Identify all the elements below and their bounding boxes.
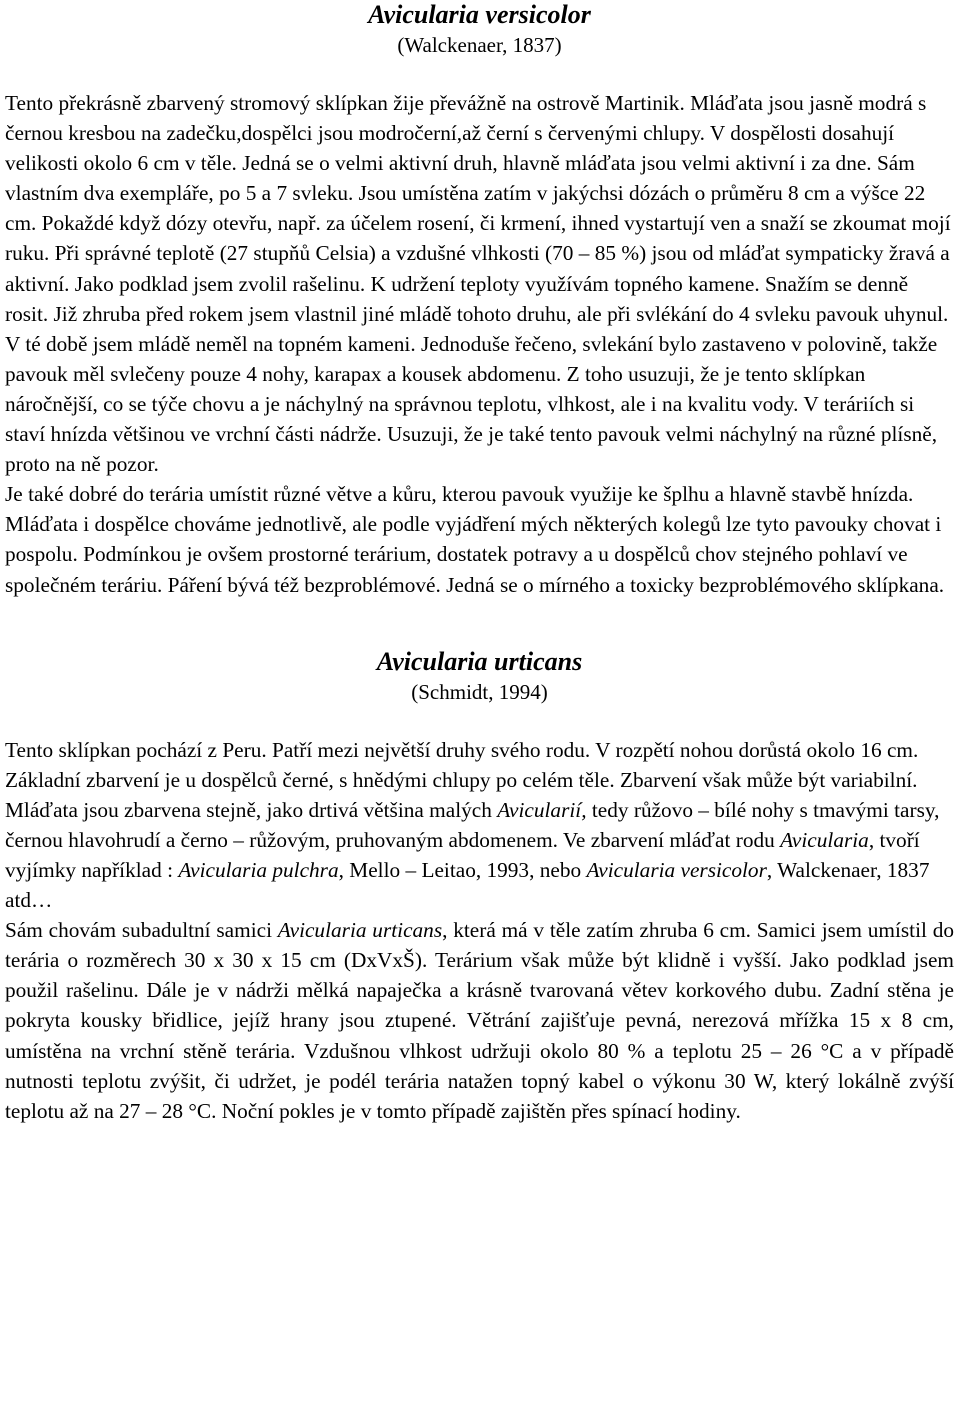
species-name: Avicularia pulchra xyxy=(178,857,339,882)
paragraph xyxy=(5,735,954,916)
species-name: Avicularií, xyxy=(497,797,587,822)
text-run: , Walckenaer, 1837 atd… xyxy=(5,857,930,913)
text-run: Tento sklípkan pochází z Peru. Patří mezi největší druhy svého rodu. V rozpětí nohou dorůstá okolo 16 cm. Základní zbarvení je u dospělců černé, s hnědými chlupy po celém těle. Zbarvení však může být variabilní. Mláďata jsou zbarvena stejně, jako drtivá většina malých xyxy=(5,737,919,822)
text-run: , Mello – Leitao, 1993, nebo xyxy=(338,857,587,882)
section-avicularia-urticans xyxy=(5,647,954,1126)
text-run: tedy růžovo – bílé nohy s tmavými tarsy, černou hlavohrudí a černo – růžovým, pruhovaným abdomenem. Ve zbarvení mláďat rodu xyxy=(5,797,940,852)
species-name: Avicularia versicolor xyxy=(586,857,767,882)
section-gap xyxy=(5,600,954,647)
text-run: , tvoří vyjímky například : xyxy=(5,827,920,882)
section-avicularia-versicolor xyxy=(5,0,954,600)
section-subtitle: (Schmidt, 1994) xyxy=(411,679,548,704)
paragraph: Mláďata i dospělce chováme jednotlivě, ale podle vyjádření mých některých kolegů lze tyto pavouky chovat i pospolu. Podmínkou je ovšem prostorné terárium, dostatek potravy a u dospělců chov stejného pohlaví ve společném teráriu. Páření bývá též bezproblémové. Jedná se o mírného a toxicky bezproblémového sklípkana. xyxy=(5,512,945,597)
section-subtitle: (Walckenaer, 1837) xyxy=(397,33,562,57)
section-title: Avicularia urticans xyxy=(376,646,583,676)
species-name: Avicularia urticans xyxy=(277,918,443,943)
text-run: , která má v těle zatím zhruba 6 cm. Samici jsem umístil do terária o rozměrech 30 x 30 x 15 cm (DxVxŠ). Terárium však může být klidně i vyšší. Jako podklad jsem použil rašelinu. Dále je v nádrži mělká napaječka a krásně tvarovaná větev korkového dubu. Zadní stěna je pokryta kousky břidlice, jejíž hrany jsou ztupené. Větrání zajišťuje pevná, nerezová mřížka 15 x 8 cm, umístěna na vrchní stěně terária. Vzdušnou vlhkost udržuji okolo 80 % a teplotu 25 – 26 °C a v případě nutnosti teplotu zvýšit, či udržet, je podél terária natažen topný kabel o výkonu 30 W, který lokálně zvýší teplotu až na 27 – 28 °C. Noční pokles je v tomto případě zajištěn přes spínací hodiny. xyxy=(5,918,954,1123)
paragraph: Tento překrásně zbarvený stromový sklípkan žije převážně na ostrově Martinik. Mláďata jsou jasně modrá s černou kresbou na zadečku,dospělci jsou modročerní,až černí s červenými chlupy. V dospělosti dosahují velikosti okolo 6 cm v těle. Jedná se o velmi aktivní druh, hlavně mláďata jsou velmi aktivní i za dne. Sám vlastním dva exempláře, po 5 a 7 svleku. Jsou umístěna zatím v jakýchsi dózách o průměru 8 cm a výšce 22 cm. Pokaždé když dózy otevřu, např. za účelem rosení, či krmení, ihned vystartují ven a snaží se zkoumat mojí ruku. Při správné teplotě (27 stupňů Celsia) a vzdušné vlhkosti (70 – 85 %) jsou od mláďat sympaticky žravá a aktivní. Jako podklad jsem zvolil rašelinu. K udržení teploty využívám topného kamene. Snažím se denně rosit. Již zhruba před rokem jsem vlastnil jiné mládě tohoto druhu, ale při svlékání do 4 svleku pavouk uhynul. V té době jsem mládě neměl na topném kameni. Jednoduše řečeno, svlekání bylo zastaveno v polovině, takže pavouk měl svlečeny pouze 4 nohy, karapax a kousek abdomenu. Z toho usuzuji, že je tento sklípkan náročnější, co se týče chovu a je náchylný na správnou teplotu, vlhkost, ale i na kvalitu vody. V teráriích si staví hnízda většinou ve vrchní části nádrže. Usuzuji, že je také tento pavouk velmi náchylný na různé plísně, proto na ně pozor. xyxy=(5,91,951,477)
text-run: Sám chovám subadultní samici xyxy=(5,918,278,943)
species-name: Avicularia xyxy=(780,827,869,852)
paragraph: Je také dobré do terária umístit různé větve a kůru, kterou pavouk využije ke šplhu a hlavně stavbě hnízda. xyxy=(5,482,914,507)
paragraph xyxy=(5,915,954,1126)
section-title: Avicularia versicolor xyxy=(368,0,591,29)
